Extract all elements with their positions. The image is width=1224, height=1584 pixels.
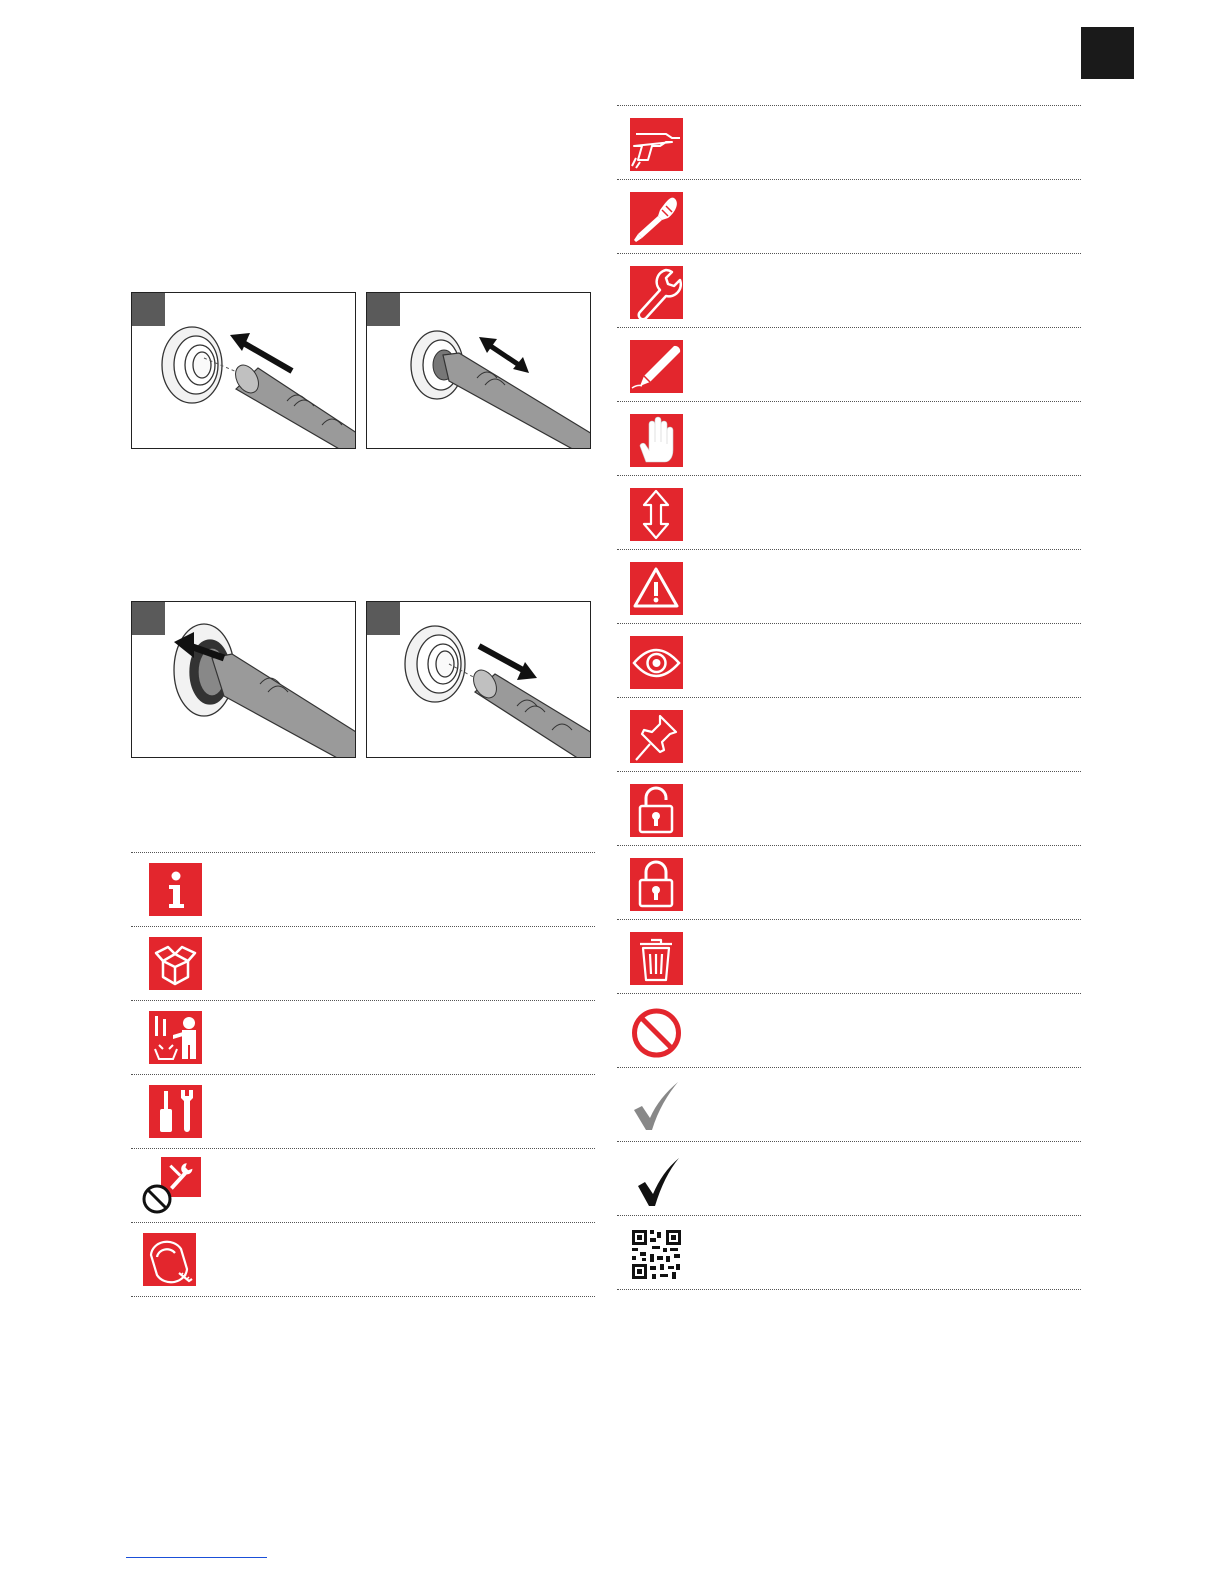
vertical-arrow-icon — [630, 488, 683, 541]
symbol-row — [131, 927, 595, 1001]
hand-stop-icon — [630, 414, 683, 467]
pencil-icon — [630, 340, 683, 393]
symbol-row — [617, 550, 1081, 624]
illustration-insert-pipe — [131, 292, 356, 449]
symbol-row — [617, 920, 1081, 994]
step-number-box — [132, 602, 165, 635]
push-rosette-drawing — [132, 602, 356, 758]
illustration-push-rosette — [131, 601, 356, 758]
illustration-remove-pipe — [366, 601, 591, 758]
drill-icon — [630, 118, 683, 171]
illustration-adjust-pipe — [366, 292, 591, 449]
screwdriver-icon — [630, 192, 683, 245]
remove-pipe-drawing — [367, 602, 591, 758]
symbol-row — [617, 328, 1081, 402]
open-box-icon — [149, 937, 202, 990]
symbol-legend-left — [131, 852, 595, 1297]
symbol-row — [617, 402, 1081, 476]
symbol-row — [617, 180, 1081, 254]
wrench-icon — [630, 266, 683, 319]
step-number-box — [132, 293, 165, 326]
prohibited-icon — [630, 1006, 683, 1059]
symbol-row — [617, 698, 1081, 772]
symbol-row — [617, 846, 1081, 920]
step-number-box — [367, 293, 400, 326]
eye-icon — [630, 636, 683, 689]
tape-measure-icon — [149, 1233, 202, 1286]
check-black-icon — [630, 1154, 683, 1207]
symbol-row — [617, 476, 1081, 550]
symbol-row — [617, 1068, 1081, 1142]
symbol-row — [617, 106, 1081, 180]
symbol-row — [131, 1223, 595, 1297]
symbol-legend-right — [617, 105, 1081, 1290]
adjust-pipe-drawing — [367, 293, 591, 449]
warning-icon — [630, 562, 683, 615]
pushpin-icon — [630, 710, 683, 763]
symbol-row — [617, 624, 1081, 698]
symbol-row — [617, 1216, 1081, 1290]
symbol-row — [131, 1075, 595, 1149]
symbol-row — [617, 1142, 1081, 1216]
professional-installer-icon — [149, 1011, 202, 1064]
no-tools-icon — [149, 1159, 202, 1212]
trash-icon — [630, 932, 683, 985]
chapter-tab — [1081, 27, 1134, 79]
unlocked-icon — [630, 784, 683, 837]
locked-icon — [630, 858, 683, 911]
symbol-row — [131, 1149, 595, 1223]
check-gray-icon — [630, 1080, 683, 1133]
symbol-row — [131, 1001, 595, 1075]
info-icon — [149, 863, 202, 916]
footer-link[interactable] — [126, 1557, 267, 1558]
insert-pipe-drawing — [132, 293, 356, 449]
symbol-row — [617, 994, 1081, 1068]
tools-icon — [149, 1085, 202, 1138]
symbol-row — [131, 853, 595, 927]
step-number-box — [367, 602, 400, 635]
symbol-row — [617, 772, 1081, 846]
symbol-row — [617, 254, 1081, 328]
qr-code-icon — [630, 1228, 683, 1281]
